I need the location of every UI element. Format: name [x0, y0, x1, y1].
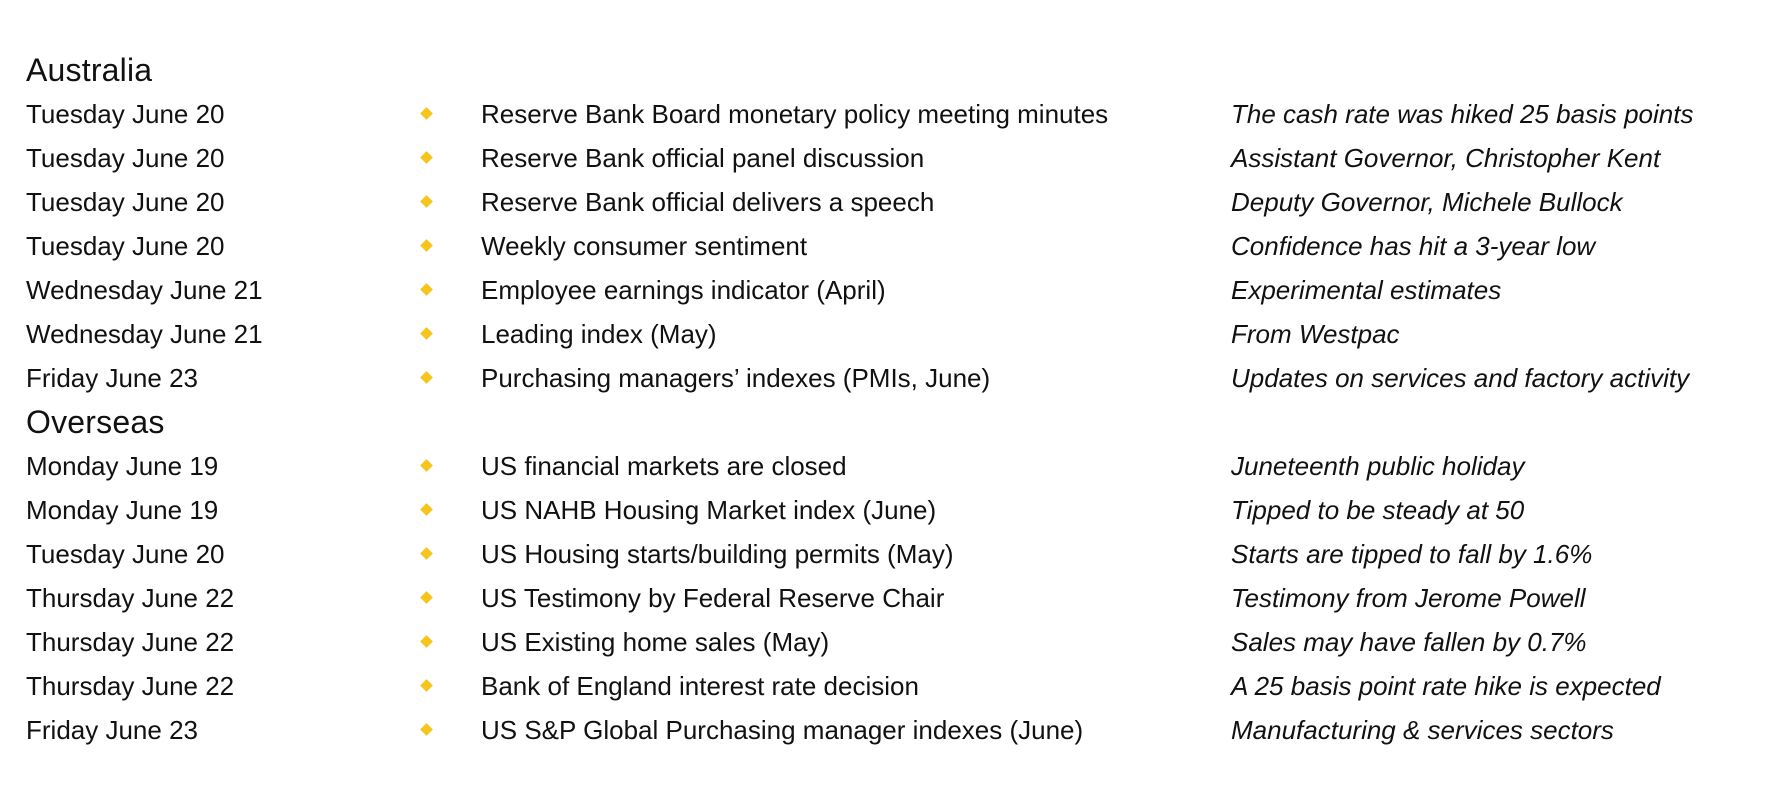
diamond-bullet-icon: [414, 444, 458, 488]
row-date: Friday June 23: [26, 363, 198, 393]
row-note: Confidence has hit a 3-year low: [1231, 231, 1596, 261]
row-note: Tipped to be steady at 50: [1231, 495, 1525, 525]
calendar-row: [26, 620, 1746, 664]
row-date: Thursday June 22: [26, 583, 235, 613]
row-event: Reserve Bank official delivers a speech: [481, 187, 935, 217]
row-note: Experimental estimates: [1231, 275, 1502, 305]
row-note: Starts are tipped to fall by 1.6%: [1231, 539, 1593, 569]
calendar-row: [26, 708, 1746, 752]
row-event: Bank of England interest rate decision: [481, 671, 919, 701]
row-note: Testimony from Jerome Powell: [1231, 583, 1586, 613]
row-date: Wednesday June 21: [26, 275, 263, 305]
calendar-row: [26, 532, 1746, 576]
row-note: Deputy Governor, Michele Bullock: [1231, 187, 1623, 217]
diamond-bullet-icon: [414, 708, 458, 752]
calendar-row: [26, 92, 1746, 136]
row-event: Weekly consumer sentiment: [481, 231, 808, 261]
economic-calendar: [26, 44, 1746, 752]
calendar-row: [26, 180, 1746, 224]
row-event: US Testimony by Federal Reserve Chair: [481, 583, 945, 613]
row-date: Monday June 19: [26, 495, 219, 525]
diamond-bullet-icon: [414, 312, 458, 356]
row-event: Reserve Bank Board monetary policy meeting minutes: [481, 99, 1109, 129]
calendar-row: [26, 356, 1746, 400]
row-date: Tuesday June 20: [26, 143, 225, 173]
row-note: Juneteenth public holiday: [1231, 451, 1525, 481]
section-title-overseas: Overseas: [26, 404, 165, 440]
calendar-row: [26, 312, 1746, 356]
row-event: US financial markets are closed: [481, 451, 847, 481]
diamond-bullet-icon: [414, 576, 458, 620]
row-note: From Westpac: [1231, 319, 1400, 349]
row-event: US Housing starts/building permits (May): [481, 539, 954, 569]
diamond-bullet-icon: [414, 92, 458, 136]
row-date: Wednesday June 21: [26, 319, 263, 349]
row-date: Tuesday June 20: [26, 187, 225, 217]
diamond-bullet-icon: [414, 532, 458, 576]
row-event: US S&P Global Purchasing manager indexes (June): [481, 715, 1084, 745]
row-date: Monday June 19: [26, 451, 219, 481]
calendar-row: [26, 136, 1746, 180]
calendar-row: [26, 488, 1746, 532]
row-note: Updates on services and factory activity: [1231, 363, 1690, 393]
row-note: The cash rate was hiked 25 basis points: [1231, 99, 1694, 129]
section-title-australia: Australia: [26, 52, 153, 88]
row-note: Assistant Governor, Christopher Kent: [1231, 143, 1661, 173]
calendar-row: [26, 576, 1746, 620]
row-event: US NAHB Housing Market index (June): [481, 495, 937, 525]
row-date: Tuesday June 20: [26, 539, 225, 569]
calendar-row: [26, 224, 1746, 268]
row-event: Employee earnings indicator (April): [481, 275, 886, 305]
calendar-row: [26, 444, 1746, 488]
row-event: Reserve Bank official panel discussion: [481, 143, 925, 173]
row-event: Purchasing managers’ indexes (PMIs, June): [481, 363, 991, 393]
calendar-row: [26, 664, 1746, 708]
row-event: US Existing home sales (May): [481, 627, 830, 657]
diamond-bullet-icon: [414, 224, 458, 268]
row-note: Manufacturing & services sectors: [1231, 715, 1614, 745]
row-date: Tuesday June 20: [26, 99, 225, 129]
row-date: Friday June 23: [26, 715, 198, 745]
row-event: Leading index (May): [481, 319, 717, 349]
diamond-bullet-icon: [414, 664, 458, 708]
diamond-bullet-icon: [414, 180, 458, 224]
calendar-row: [26, 268, 1746, 312]
diamond-bullet-icon: [414, 488, 458, 532]
diamond-bullet-icon: [414, 136, 458, 180]
diamond-bullet-icon: [414, 620, 458, 664]
row-note: Sales may have fallen by 0.7%: [1231, 627, 1587, 657]
row-date: Thursday June 22: [26, 671, 235, 701]
diamond-bullet-icon: [414, 268, 458, 312]
row-note: A 25 basis point rate hike is expected: [1231, 671, 1661, 701]
row-date: Thursday June 22: [26, 627, 235, 657]
diamond-bullet-icon: [414, 356, 458, 400]
row-date: Tuesday June 20: [26, 231, 225, 261]
